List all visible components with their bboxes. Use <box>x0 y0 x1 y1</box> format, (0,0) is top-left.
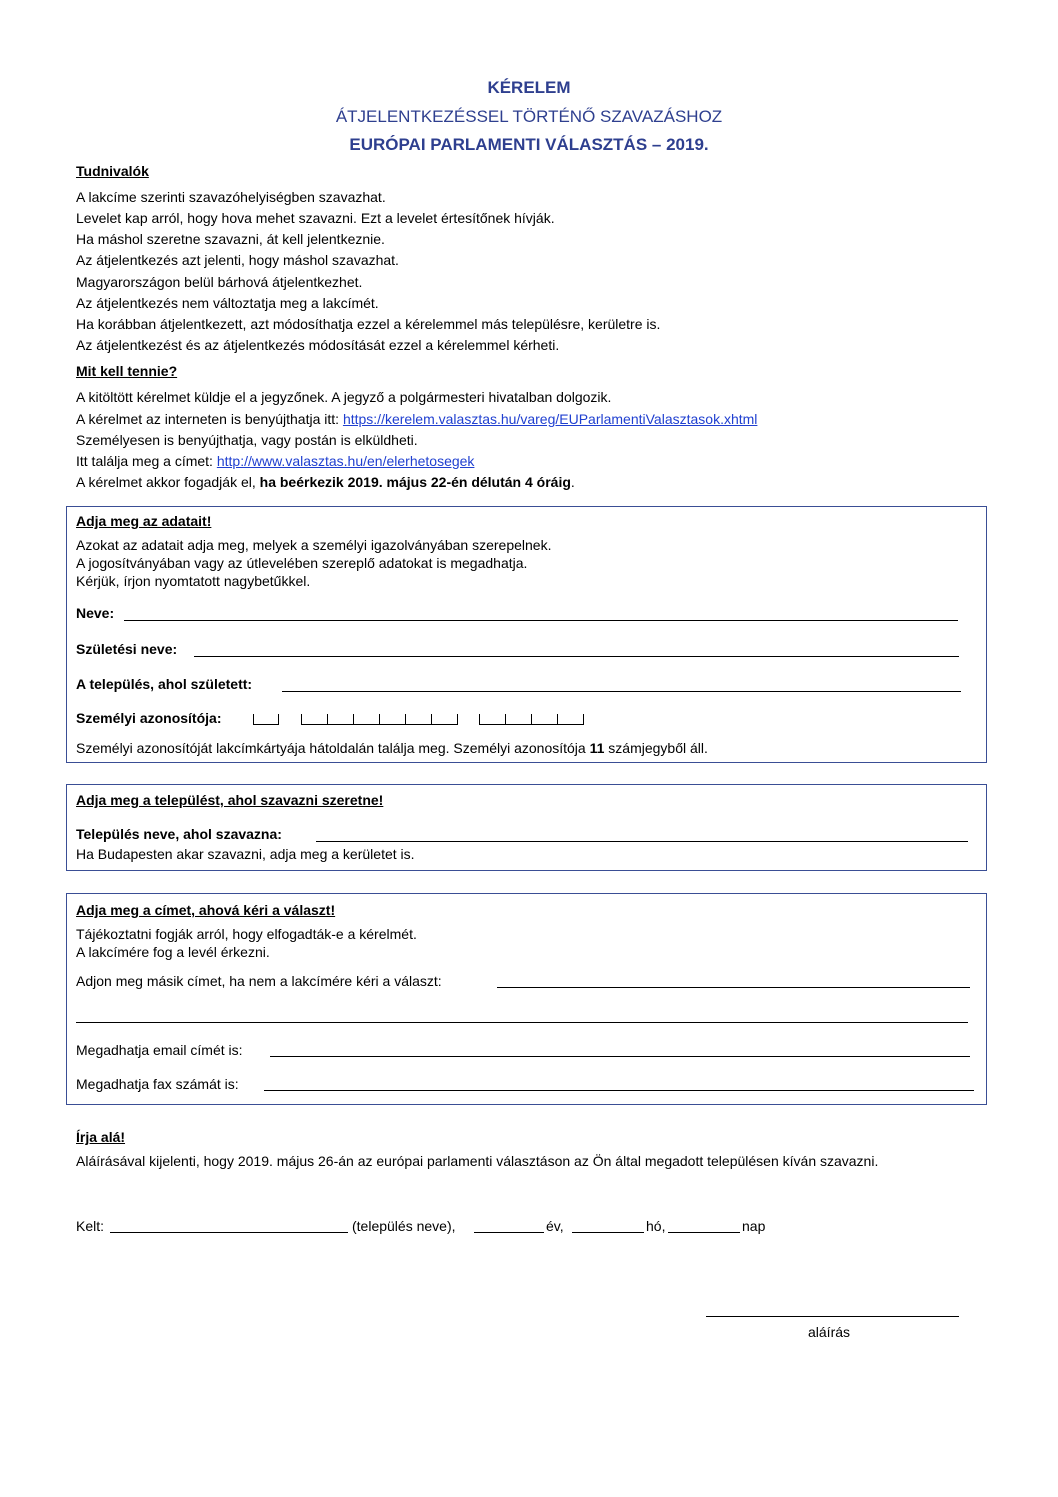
id-digit-cell[interactable] <box>506 714 532 724</box>
email-field[interactable] <box>270 1056 970 1057</box>
info-line: A lakcíme szerinti szavazóhelyiségben szavazhat. <box>76 189 386 205</box>
month-label: hó, <box>646 1218 666 1234</box>
id-note <box>76 739 708 757</box>
info-line: Az átjelentkezés nem változtatja meg a lakcímét. <box>76 295 379 311</box>
id-digit-cell[interactable] <box>254 714 278 724</box>
fax-label: Megadhatja fax számát is: <box>76 1076 239 1092</box>
todo-text: A kérelmet az interneten is benyújthatja itt: <box>76 411 343 427</box>
election-title: EURÓPAI PARLAMENTI VÁLASZTÁS – 2019. <box>349 135 709 154</box>
town-heading: Adja meg a települést, ahol szavazni szeretne! <box>76 792 384 808</box>
birthplace-label: A település, ahol született: <box>76 676 253 692</box>
id-label: Személyi azonosítója: <box>76 710 222 726</box>
contacts-link[interactable]: http://www.valasztas.hu/en/elerhetosegek <box>216 453 475 469</box>
info-line: Levelet kap arról, hogy hova mehet szavazni. Ezt a levelet értesítőnek hívják. <box>76 210 555 226</box>
todo-line <box>76 473 575 491</box>
info-line: Ha máshol szeretne szavazni, át kell jelentkeznie. <box>76 231 385 247</box>
id-digit-cell[interactable] <box>302 714 328 724</box>
day-field[interactable] <box>668 1232 740 1233</box>
info-heading: Tudnivalók <box>76 163 149 179</box>
kelt-place-field[interactable] <box>110 1232 348 1233</box>
month-field[interactable] <box>572 1232 644 1233</box>
id-digit-cell[interactable] <box>406 714 432 724</box>
id-digit-cell[interactable] <box>432 714 457 724</box>
town-label: Település neve, ahol szavazna: <box>76 826 282 842</box>
id-digit-cell[interactable] <box>380 714 406 724</box>
year-field[interactable] <box>474 1232 544 1233</box>
todo-line: A kitöltött kérelmet küldje el a jegyzőnek. A jegyző a polgármesteri hivatalban dolgozik. <box>76 389 612 405</box>
id-digit-boxes[interactable] <box>253 714 279 725</box>
id-digit-cell[interactable] <box>354 714 380 724</box>
address-intro: Tájékoztatni fogják arról, hogy elfogadták-e a kérelmét. <box>76 926 417 942</box>
personal-data-intro: Azokat az adatait adja meg, melyek a személyi igazolványában szerepelnek. <box>76 537 552 553</box>
todo-line: Személyesen is benyújthatja, vagy postán is elküldheti. <box>76 432 418 448</box>
address-intro: A lakcímére fog a levél érkezni. <box>76 944 270 960</box>
todo-text: Itt találja meg a címet: <box>76 453 217 469</box>
id-note-text: Személyi azonosítóját lakcímkártyája hátoldalán találja meg. Személyi azonosítója <box>76 740 590 756</box>
info-line: Ha korábban átjelentkezett, azt módosíthatja ezzel a kérelemmel más településre, kerületre is. <box>76 316 661 332</box>
fax-field[interactable] <box>264 1090 974 1091</box>
birth-name-label: Születési neve: <box>76 641 178 657</box>
form-title: KÉRELEM <box>487 78 571 97</box>
kelt-label: Kelt: <box>76 1218 105 1234</box>
signature-declaration: Aláírásával kijelenti, hogy 2019. május 26-án az európai parlamenti választáson az Ön által megadott településen kíván szavazni. <box>76 1153 879 1169</box>
signature-heading: Írja alá! <box>76 1129 126 1145</box>
id-digit-boxes[interactable] <box>301 714 458 725</box>
day-label: nap <box>742 1218 766 1234</box>
birthplace-field[interactable] <box>282 691 961 692</box>
signature-label: aláírás <box>808 1324 851 1340</box>
id-digit-count: 11 <box>589 740 605 756</box>
birth-name-field[interactable] <box>194 656 959 657</box>
year-label: év, <box>546 1218 564 1234</box>
personal-data-intro: Kérjük, írjon nyomtatott nagybetűkkel. <box>76 573 311 589</box>
id-note-text: számjegyből áll. <box>604 740 708 756</box>
id-digit-cell[interactable] <box>532 714 558 724</box>
info-line: Az átjelentkezés azt jelenti, hogy máshol szavazhat. <box>76 252 399 268</box>
todo-text: . <box>570 474 575 490</box>
info-line: Magyarországon belül bárhová átjelentkezhet. <box>76 274 363 290</box>
other-address-field[interactable] <box>497 987 970 988</box>
place-hint: (település neve), <box>352 1218 456 1234</box>
deadline-text: ha beérkezik 2019. május 22-én délután 4 óráig <box>259 474 571 490</box>
id-digit-boxes[interactable] <box>479 714 584 725</box>
personal-data-heading: Adja meg az adatait! <box>76 513 212 529</box>
address-heading: Adja meg a címet, ahová kéri a választ! <box>76 902 336 918</box>
todo-text: A kérelmet akkor fogadják el, <box>76 474 260 490</box>
todo-line <box>76 410 757 428</box>
signature-field[interactable] <box>706 1316 959 1317</box>
info-line: Az átjelentkezést és az átjelentkezés módosítását ezzel a kérelemmel kérheti. <box>76 337 560 353</box>
other-address-field-2[interactable] <box>76 1022 968 1023</box>
name-field[interactable] <box>124 620 958 621</box>
todo-heading: Mit kell tennie? <box>76 363 178 379</box>
todo-line <box>76 452 474 470</box>
online-form-link[interactable]: https://kerelem.valasztas.hu/vareg/EUParlamentiValasztasok.xhtml <box>342 411 758 427</box>
form-subtitle: ÁTJELENTKEZÉSSEL TÖRTÉNŐ SZAVAZÁSHOZ <box>335 107 723 126</box>
town-field[interactable] <box>316 841 968 842</box>
other-address-label: Adjon meg másik címet, ha nem a lakcímére kéri a választ: <box>76 973 442 989</box>
id-digit-cell[interactable] <box>328 714 354 724</box>
name-label: Neve: <box>76 605 115 621</box>
id-digit-cell[interactable] <box>558 714 583 724</box>
town-note: Ha Budapesten akar szavazni, adja meg a kerületet is. <box>76 846 415 862</box>
email-label: Megadhatja email címét is: <box>76 1042 243 1058</box>
personal-data-intro: A jogosítványában vagy az útlevelében szereplő adatokat is megadhatja. <box>76 555 528 571</box>
id-digit-cell[interactable] <box>480 714 506 724</box>
